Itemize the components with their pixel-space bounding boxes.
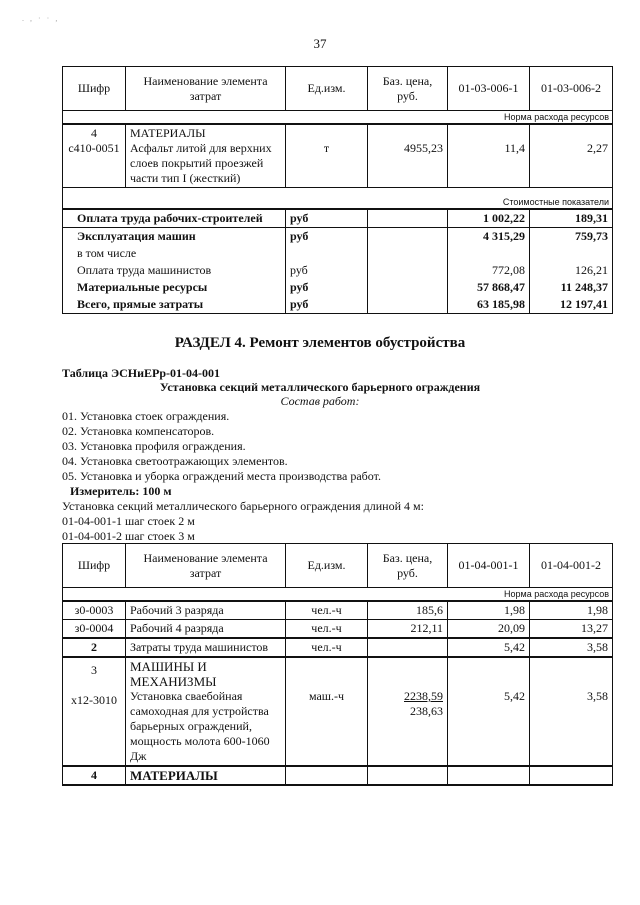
header-col-b: 01-04-001-2 xyxy=(530,544,613,588)
material-name-line: слоев покрытий проезжей xyxy=(130,156,264,170)
cost-name: в том числе xyxy=(63,245,286,262)
cost-label: Стоимостные показатели xyxy=(63,188,613,210)
header-code: Шифр xyxy=(63,67,126,111)
cost-value-b: 12 197,41 xyxy=(530,296,613,314)
machine-name-line: Дж xyxy=(130,749,147,763)
labor-value-a: 1,98 xyxy=(448,601,530,620)
page-number: 37 xyxy=(313,36,327,51)
section-heading: РАЗДЕЛ 4. Ремонт элементов обустройства xyxy=(174,335,466,351)
table-header-row xyxy=(63,67,613,111)
machinist-value-b: 3,58 xyxy=(530,638,613,657)
machine-price-old: 2238,59 xyxy=(404,689,443,703)
machinist-row xyxy=(63,638,613,657)
header-unit: Ед.изм. xyxy=(286,544,368,588)
section-title: МАТЕРИАЛЫ xyxy=(130,126,206,140)
cost-value-b: 189,31 xyxy=(530,209,613,228)
resource-table-2 xyxy=(62,543,613,786)
norm-label-row xyxy=(63,111,613,125)
table-title: Установка секций металлического барьерного ограждения xyxy=(159,380,481,394)
cost-row xyxy=(63,279,613,296)
header-name: Наименование элемента затрат xyxy=(126,67,286,111)
cost-name: Всего, прямые затраты xyxy=(63,296,286,314)
table-id: Таблица ЭСНиЕРр-01-04-001 xyxy=(62,366,221,380)
labor-price: 212,11 xyxy=(368,620,448,639)
cost-name: Оплата труда рабочих-строителей xyxy=(63,209,286,228)
machine-value-b: 3,58 xyxy=(587,689,608,703)
norm-label: Норма расхода ресурсов xyxy=(63,111,613,125)
labor-code: з0-0004 xyxy=(63,620,126,639)
description: Установка секций металлического барьерного ограждения длиной 4 м: xyxy=(62,499,424,513)
cost-name: Оплата труда машинистов xyxy=(63,262,286,279)
machine-name-line: Установка сваебойная xyxy=(130,689,243,703)
machine-price-new: 238,63 xyxy=(410,704,443,718)
material-name-line: части тип I (жесткий) xyxy=(130,171,241,185)
header-name: Наименование элемента затрат xyxy=(126,544,286,588)
cost-row xyxy=(63,209,613,228)
labor-unit: чел.-ч xyxy=(286,620,368,639)
cost-row xyxy=(63,262,613,279)
variant: 01-04-001-1 шаг стоек 2 м xyxy=(62,514,195,528)
section-num: 4 xyxy=(63,766,126,785)
header-price: Баз. цена, руб. xyxy=(368,544,448,588)
cost-unit: руб xyxy=(286,262,368,279)
section-title: МАТЕРИАЛЫ xyxy=(126,766,286,785)
machinist-code: 2 xyxy=(63,638,126,657)
header-price: Баз. цена, руб. xyxy=(368,67,448,111)
header-col-a: 01-03-006-1 xyxy=(448,67,530,111)
machine-name-line: мощность молота 600-1060 xyxy=(130,734,270,748)
cost-value-a: 63 185,98 xyxy=(448,296,530,314)
cost-row xyxy=(63,296,613,314)
cost-unit: руб xyxy=(286,209,368,228)
machine-value-a: 5,42 xyxy=(504,689,525,703)
header-col-a: 01-04-001-1 xyxy=(448,544,530,588)
section-title-line: МАШИНЫ И xyxy=(130,659,207,674)
labor-name: Рабочий 4 разряда xyxy=(126,620,286,639)
work-item: 03. Установка профиля ограждения. xyxy=(62,439,246,453)
labor-code: з0-0003 xyxy=(63,601,126,620)
material-price: 4955,23 xyxy=(404,141,443,155)
labor-price: 185,6 xyxy=(368,601,448,620)
work-item: 05. Установка и уборка ограждений места производства работ. xyxy=(62,469,381,483)
norm-label-row xyxy=(63,588,613,602)
header-col-b: 01-03-006-2 xyxy=(530,67,613,111)
material-value-b: 2,27 xyxy=(587,141,608,155)
material-code: с410-0051 xyxy=(68,141,120,155)
machinist-name: Затраты труда машинистов xyxy=(126,638,286,657)
table-header-row xyxy=(63,544,613,588)
header-unit: Ед.изм. xyxy=(286,67,368,111)
variant: 01-04-001-2 шаг стоек 3 м xyxy=(62,529,195,543)
labor-name: Рабочий 3 разряда xyxy=(126,601,286,620)
work-item: 04. Установка светоотражающих элементов. xyxy=(62,454,288,468)
machine-name-line: самоходная для устройства xyxy=(130,704,269,718)
material-value-a: 11,4 xyxy=(504,141,525,155)
section-num: 4 xyxy=(91,126,97,140)
machinist-unit: чел.-ч xyxy=(286,638,368,657)
machine-row xyxy=(63,657,613,766)
scan-marks: . , · · , xyxy=(22,14,60,23)
labor-row xyxy=(63,620,613,639)
cost-unit: руб xyxy=(286,279,368,296)
cost-value-a: 57 868,47 xyxy=(448,279,530,296)
work-item: 02. Установка компенсаторов. xyxy=(62,424,215,438)
resource-table-1 xyxy=(62,66,613,314)
cost-unit: руб xyxy=(286,296,368,314)
labor-unit: чел.-ч xyxy=(286,601,368,620)
material-name-line: Асфальт литой для верхних xyxy=(130,141,272,155)
machine-name-line: барьерных ограждений, xyxy=(130,719,252,733)
labor-value-a: 20,09 xyxy=(448,620,530,639)
norm-label: Норма расхода ресурсов xyxy=(63,588,613,602)
materials-section-row xyxy=(63,766,613,785)
cost-value-b: 126,21 xyxy=(530,262,613,279)
header-code: Шифр xyxy=(63,544,126,588)
labor-row xyxy=(63,601,613,620)
cost-value-b: 759,73 xyxy=(530,228,613,246)
material-row xyxy=(63,124,613,188)
machine-unit: маш.-ч xyxy=(308,689,345,703)
labor-value-b: 13,27 xyxy=(530,620,613,639)
cost-value-a: 772,08 xyxy=(448,262,530,279)
section-title-line: МЕХАНИЗМЫ xyxy=(130,674,217,689)
cost-value-a: 4 315,29 xyxy=(448,228,530,246)
cost-row xyxy=(63,228,613,246)
cost-unit: руб xyxy=(286,228,368,246)
cost-value-b: 11 248,37 xyxy=(530,279,613,296)
works-title: Состав работ: xyxy=(280,394,360,408)
material-unit: т xyxy=(323,141,330,155)
cost-row xyxy=(63,245,613,262)
section-num: 3 xyxy=(91,663,97,677)
cost-value-a: 1 002,22 xyxy=(448,209,530,228)
cost-name: Материальные ресурсы xyxy=(63,279,286,296)
work-item: 01. Установка стоек ограждения. xyxy=(62,409,230,423)
machine-code: х12-3010 xyxy=(71,693,117,707)
cost-label-row xyxy=(63,188,613,210)
labor-value-b: 1,98 xyxy=(530,601,613,620)
machinist-value-a: 5,42 xyxy=(448,638,530,657)
cost-name: Эксплуатация машин xyxy=(63,228,286,246)
meter: Измеритель: 100 м xyxy=(70,484,172,498)
